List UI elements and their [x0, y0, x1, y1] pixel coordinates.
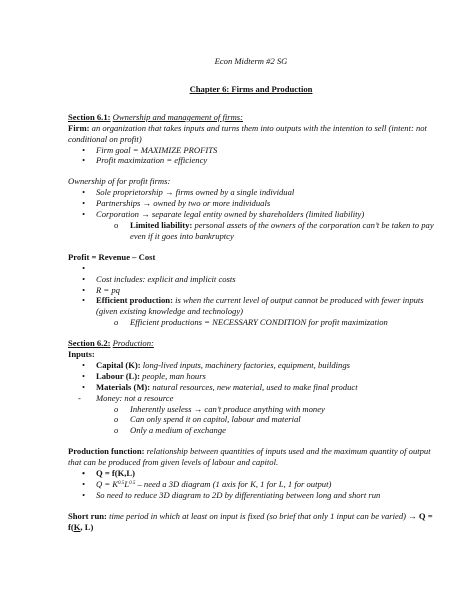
term: Short run:	[68, 510, 107, 521]
inputs-heading: Inputs:	[68, 349, 95, 360]
list-item: • Firm goal = MAXIMIZE PROFITS	[82, 144, 218, 155]
section-subtitle: Ownership and management of firms:	[112, 111, 243, 122]
list-item: • So need to reduce 3D diagram to 2D by differentiating between long and short run	[82, 489, 381, 500]
production-function-definition	[68, 446, 434, 468]
firm-definition	[68, 123, 434, 145]
list-item: • Cost includes: explicit and implicit costs	[82, 273, 236, 284]
sub-list-item: o Efficient productions = NECESSARY CONDITION for profit maximization	[114, 317, 388, 328]
sub-list-item: o Only a medium of exchange	[114, 425, 226, 436]
sub-list-item: o Limited liability: personal assets of the owners of the corporation can’t be taken to pay even if it goes into bankruptcy	[114, 219, 434, 241]
sub-list-item: o Inherently useless → can’t produce anything with money	[114, 403, 325, 414]
production-function-bullets	[68, 468, 434, 501]
ownership-bullets	[68, 187, 434, 242]
list-item: • Efficient production: is when the current level of output cannot be produced with fewer inputs (given existing knowledge and technology)	[82, 295, 424, 317]
list-item: • $Q = K^{0.5}L^{0.5}$ – need a 3D diagram (1 axis for K, 1 for L, 1 for output)	[82, 479, 332, 489]
list-item: •	[82, 262, 86, 273]
profit-heading: Profit = Revenue – Cost	[68, 251, 156, 262]
list-item: • Q = f(K,L)	[82, 468, 136, 479]
list-item: • Capital (K): long-lived inputs, machinery factories, equipment, buildings	[82, 359, 350, 370]
ownership-heading: Ownership of for profit firms:	[68, 176, 171, 187]
definition: relationship between quantities of inputs used and the maximum quantity of output that can be produced from given levels of labour and capitol.	[68, 446, 431, 468]
section-6-1-heading	[68, 112, 434, 123]
list-item: • Corporation → separate legal entity owned by shareholders (limited liability)	[82, 209, 365, 220]
section-subtitle: Production:	[112, 338, 154, 349]
list-item: • Labour (L): people, man hours	[82, 370, 206, 381]
term: Firm:	[68, 122, 90, 133]
section-6-2-heading	[68, 338, 434, 349]
section-label: Section 6.1:	[68, 111, 111, 122]
list-item: • Materials (M): natural resources, new material, used to make final product	[82, 381, 358, 392]
list-item: • Profit maximization = efficiency	[82, 155, 208, 166]
short-run-definition: Short run: time period in which at least on input is fixed (so brief that only 1 input can be varied) → Q = f(K, L)	[68, 510, 433, 532]
firm-bullets	[68, 145, 434, 167]
list-item: • Sole proprietorship → firms owned by a single individual	[82, 187, 295, 198]
list-item: • R = pq	[82, 284, 120, 295]
profit-bullets	[68, 263, 434, 328]
list-item: - Money: not a resource	[78, 392, 174, 403]
definition: time period in which at least on input is fixed (so brief that only 1 input can be varied) →	[109, 510, 417, 521]
chapter-title: Chapter 6: Firms and Production	[189, 83, 313, 94]
list-item: • Partnerships → owned by two or more individuals	[82, 198, 271, 209]
definition: an organization that takes inputs and turns them into outputs with the intention to sell (intent: not conditional on profit)	[68, 122, 427, 144]
term: Production function:	[68, 446, 145, 457]
section-label: Section 6.2:	[68, 338, 111, 349]
sub-list-item: o Can only spend it on capitol, labour and material	[114, 414, 301, 425]
document-title: Econ Midterm #2 SG	[214, 56, 288, 66]
inputs-list	[68, 360, 434, 436]
